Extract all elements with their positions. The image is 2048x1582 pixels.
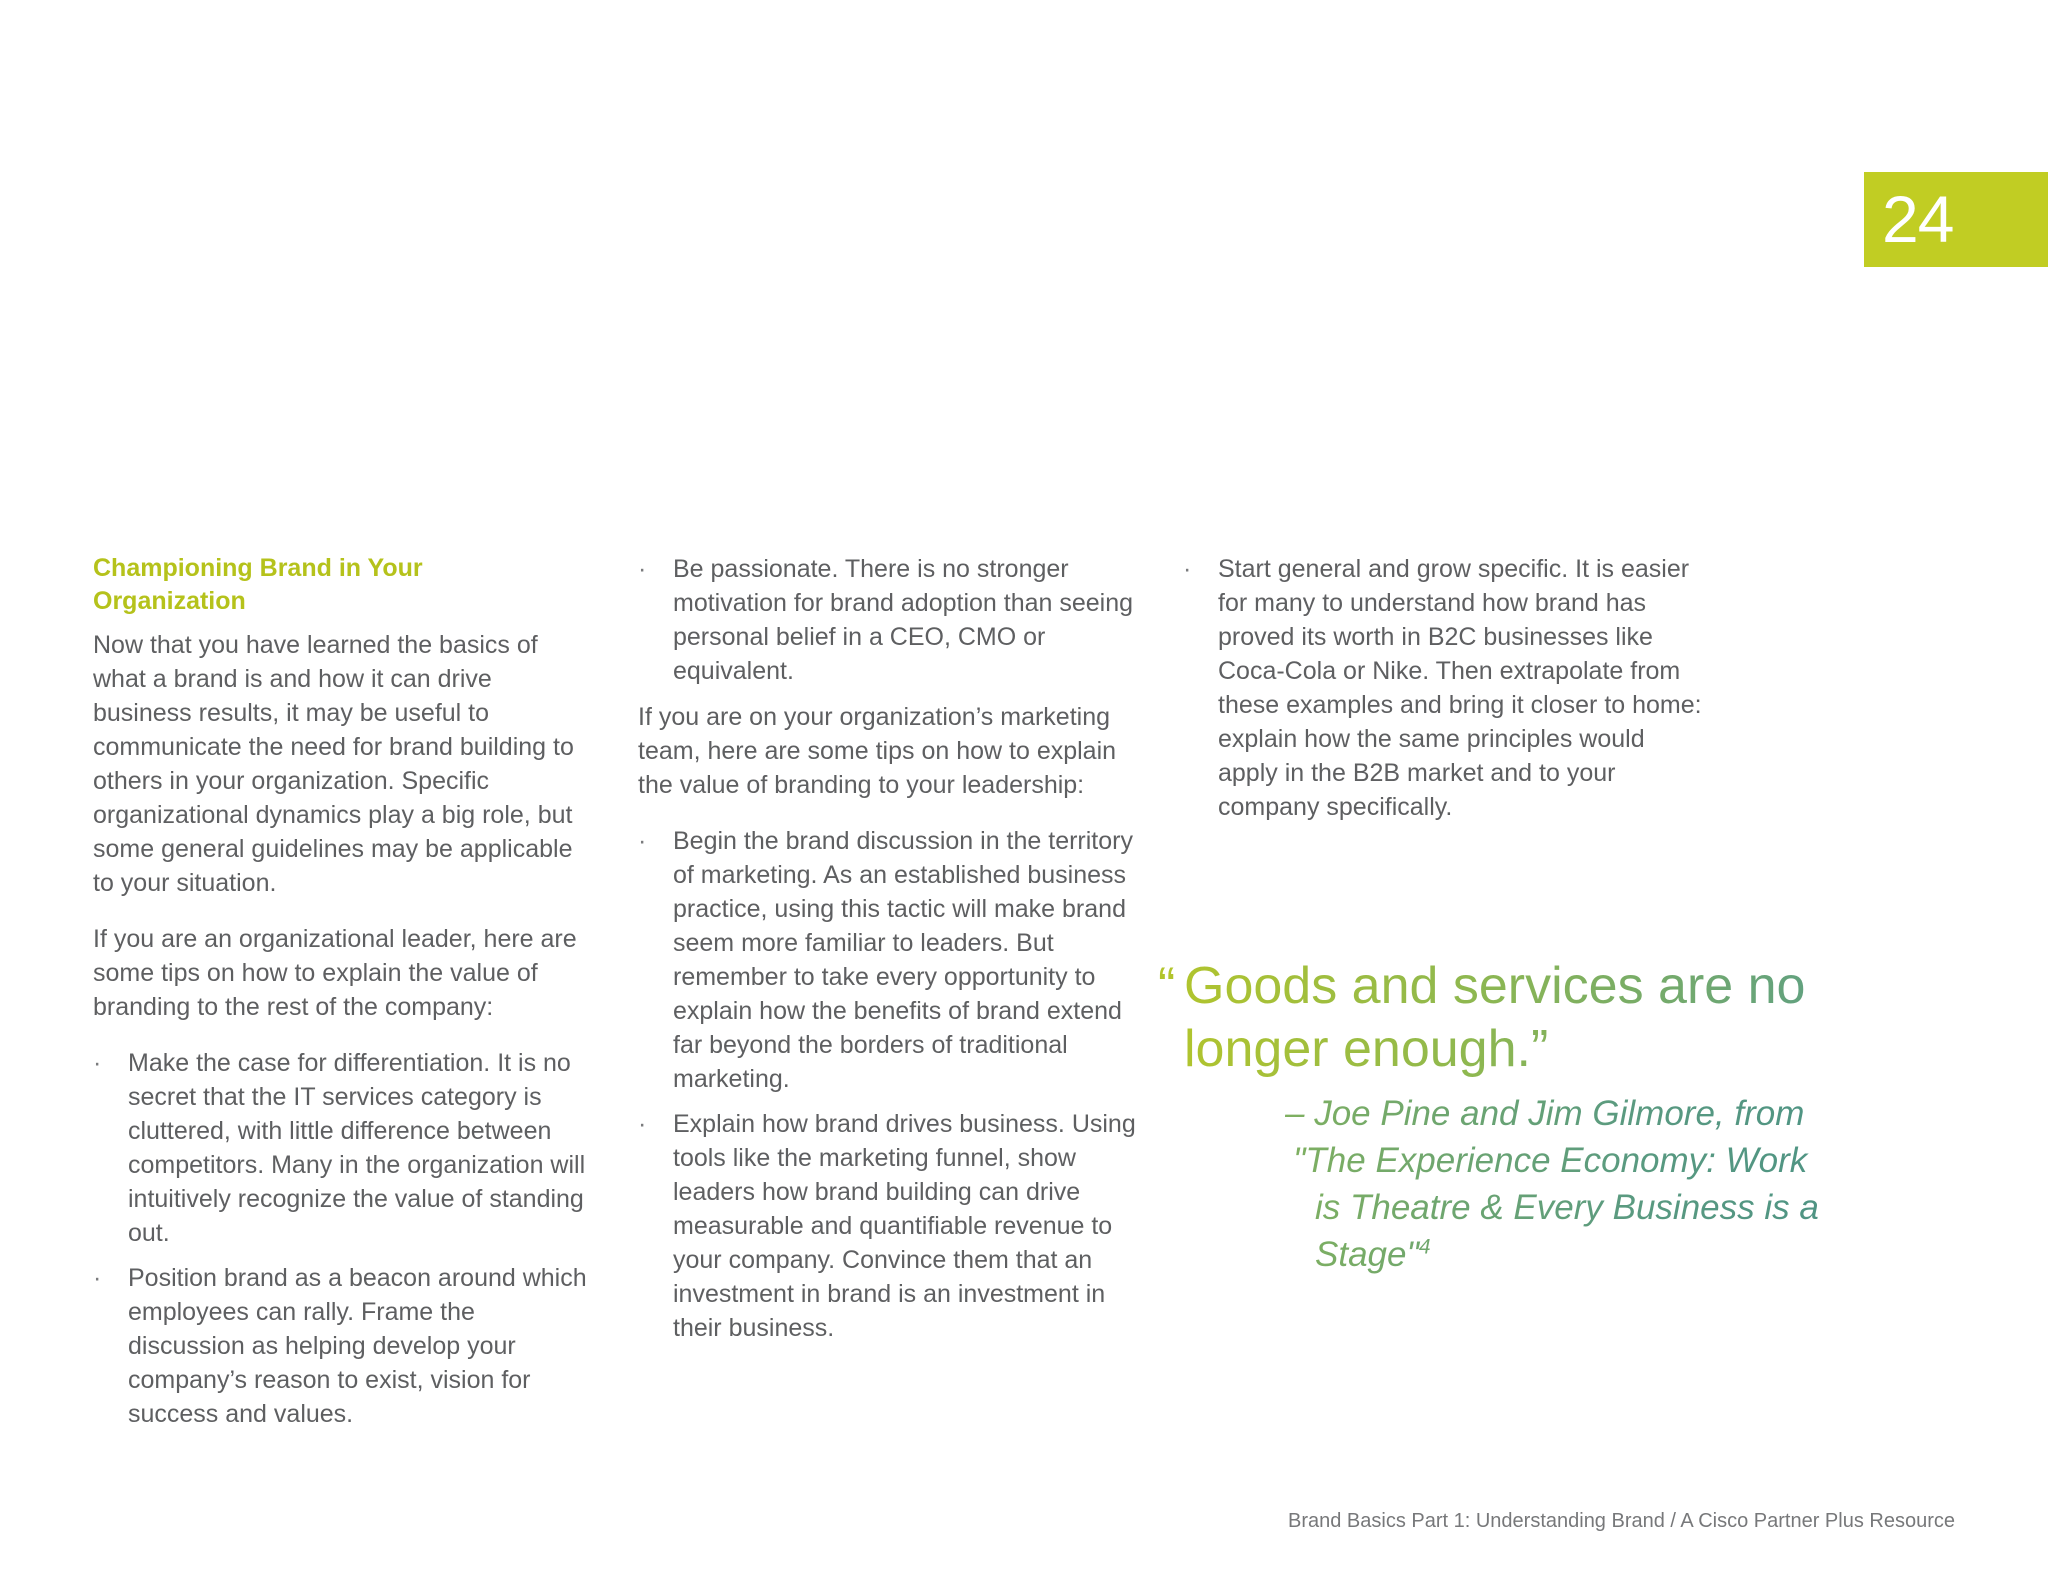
- column-1: [93, 552, 593, 1442]
- attribution-line-4: Stage": [1315, 1235, 1419, 1274]
- attribution-line-2: "The Experience Economy: Work: [1293, 1141, 1808, 1180]
- page-number-box: [1864, 172, 2048, 267]
- column-2: [638, 552, 1148, 1356]
- pull-quote-line-2: longer enough.”: [1184, 1020, 1549, 1078]
- list-item: · Begin the brand discussion in the territory of marketing. As an established business practice, using this tactic will make brand seem more familiar to leaders. But remember to take every opportunity to explain how the benefits of brand extend far beyond the borders of traditional marketing.: [638, 824, 1148, 1096]
- marketing-tips-list-continued: [1183, 552, 1703, 824]
- leader-tips-paragraph: If you are an organizational leader, here are some tips on how to explain the value of branding to the rest of the company:: [93, 925, 577, 1021]
- list-item: · Be passionate. There is no stronger motivation for brand adoption than seeing personal belief in a CEO, CMO or equivalent.: [638, 552, 1148, 688]
- pull-quote: [1158, 955, 1838, 1081]
- page-number: 24: [1882, 182, 1954, 256]
- quote-attribution: [1285, 1090, 1855, 1278]
- marketing-tips-paragraph: If you are on your organization’s marketing team, here are some tips on how to explain the value of branding to your leadership:: [638, 703, 1117, 799]
- marketing-tips-list: [638, 824, 1148, 1345]
- column-3: [1183, 552, 1703, 835]
- page-footer: Brand Basics Part 1: Understanding Brand / A Cisco Partner Plus Resource: [1287, 1510, 1955, 1532]
- attribution-line-1: – Joe Pine and Jim Gilmore, from: [1285, 1094, 1805, 1133]
- quote-open-mark: “: [1158, 957, 1176, 1015]
- list-item: · Make the case for differentiation. It is no secret that the IT services category is cluttered, with little difference between competitors. Many in the organization will intuitively recognize the value of standing out.: [93, 1046, 593, 1250]
- pull-quote-line-1: Goods and services are no: [1184, 957, 1806, 1015]
- list-item: · Explain how brand drives business. Using tools like the marketing funnel, show leaders how brand building can drive measurable and quantifiable revenue to your company. Convince them that an investment in brand is an investment in their business.: [638, 1107, 1148, 1345]
- list-item: · Position brand as a beacon around which employees can rally. Frame the discussion as helping develop your company’s reason to exist, vision for success and values.: [93, 1261, 593, 1431]
- attribution-line-4-wrap: [1285, 1231, 1855, 1278]
- leader-tips-list: [93, 1046, 593, 1431]
- attribution-line-3: is Theatre & Every Business is a: [1315, 1188, 1819, 1227]
- leader-tips-list-continued: [638, 552, 1148, 688]
- footnote-reference[interactable]: 4: [1418, 1235, 1431, 1259]
- section-heading: Championing Brand in Your Organization: [93, 554, 423, 615]
- list-item: · Start general and grow specific. It is easier for many to understand how brand has proved its worth in B2C businesses like Coca-Cola or Nike. Then extrapolate from these examples and bring it closer to home: explain how the same principles would apply in the B2B market and to your company specifically.: [1183, 552, 1703, 824]
- intro-paragraph: Now that you have learned the basics of what a brand is and how it can drive business results, it may be useful to communicate the need for brand building to others in your organization. Specific organizational dynamics play a big role, but some general guidelines may be applicable to your situation.: [93, 631, 574, 897]
